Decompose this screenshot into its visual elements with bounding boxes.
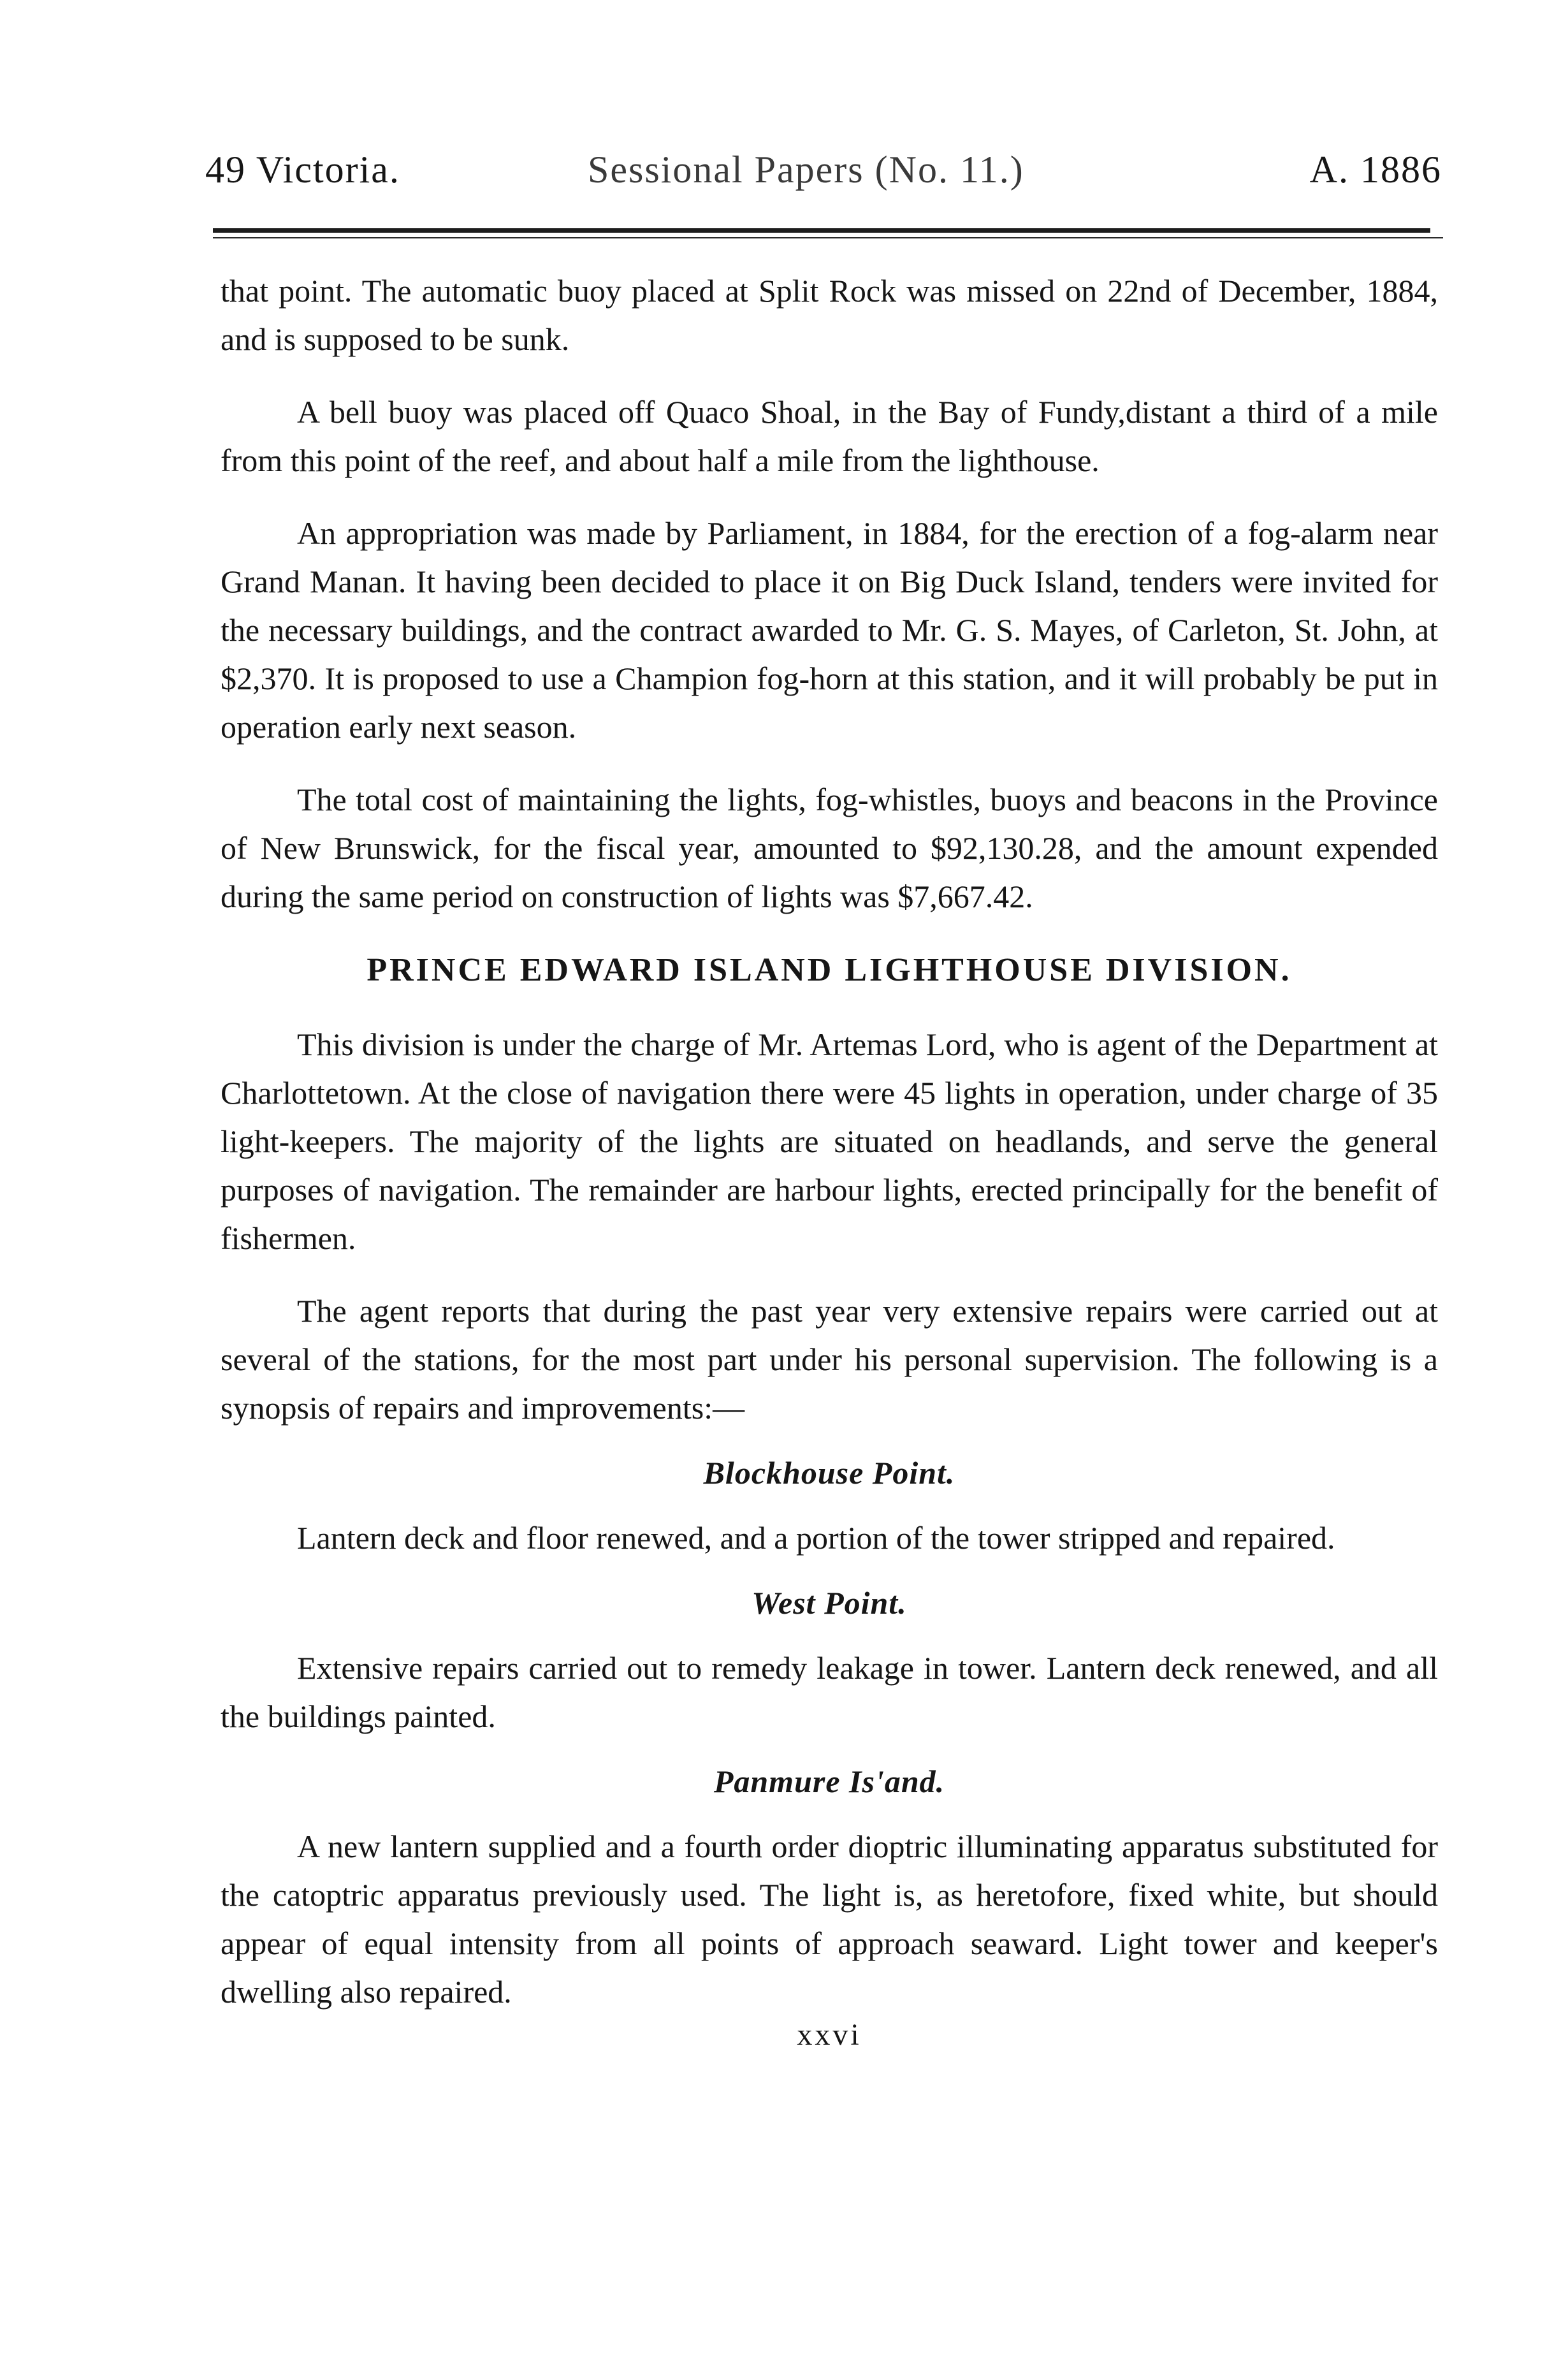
paragraph-continuation: that point. The automatic buoy placed at Split Rock was missed on 22nd of December, 1884, and is supposed to be sunk. xyxy=(221,273,1438,357)
running-header xyxy=(205,148,1442,205)
subheading-west-point: West Point. xyxy=(751,1585,907,1621)
header-rule-thick xyxy=(213,228,1430,233)
paragraph-west-point-repairs: Extensive repairs carried out to remedy leakage in tower. Lantern deck renewed, and all the buildings painted. xyxy=(221,1650,1438,1734)
paragraph-bell-buoy: A bell buoy was placed off Quaco Shoal, in the Bay of Fundy,distant a third of a mile from this point of the reef, and about half a mile from the lighthouse. xyxy=(221,394,1438,478)
paragraph-division-charge: This division is under the charge of Mr. Artemas Lord, who is agent of the Department at Charlottetown. At the close of navigation there were 45 lights in operation, under charge of 35 light-keepers. The majority of the lights are situated on headlands, and serve the general purposes of navigation. The remainder are harbour lights, erected principally for the benefit of fishermen. xyxy=(221,1026,1438,1256)
header-title: Sessional Papers (No. 11.) xyxy=(588,149,1024,191)
section-heading: PRINCE EDWARD ISLAND LIGHTHOUSE DIVISION. xyxy=(367,952,1292,988)
paragraph-panmure-lantern: A new lantern supplied and a fourth order dioptric illuminating apparatus substituted for the catoptric apparatus previously used. The light is, as heretofore, fixed white, but should appear of equal intensity from all points of approach seaward. Light tower and keeper's dwelling also repaired. xyxy=(221,1829,1438,2010)
header-rule-thin xyxy=(213,237,1443,238)
paragraph-fog-alarm: An appropriation was made by Parliament, in 1884, for the erection of a fog-alarm near Grand Manan. It having been decided to place it on Big Duck Island, tenders were invited for the necessary buildings, and the contract awarded to Mr. G. S. Mayes, of Carleton, St. John, at $2,370. It is proposed to use a Champion fog-horn at this station, and it will probably be put in operation early next season. xyxy=(221,515,1438,745)
subheading-blockhouse-point: Blockhouse Point. xyxy=(703,1455,955,1491)
paragraph-total-cost: The total cost of maintaining the lights, fog-whistles, buoys and beacons in the Province of New Brunswick, for the fiscal year, amounted to $92,130.28, and the amount expended during the same period on construction of lights was $7,667.42. xyxy=(221,782,1438,914)
paragraph-blockhouse-repairs: Lantern deck and floor renewed, and a portion of the tower stripped and repaired. xyxy=(297,1520,1335,1556)
header-volume: 49 Victoria. xyxy=(205,149,400,191)
page-folio: xxvi xyxy=(797,2018,862,2052)
page-body xyxy=(221,267,1438,2054)
subheading-panmure-island: Panmure Is'and. xyxy=(713,1764,945,1799)
paragraph-agent-reports: The agent reports that during the past year very extensive repairs were carried out at several of the stations, for the most part under his personal supervision. The following is a synopsis of repairs and improvements:— xyxy=(221,1293,1438,1426)
header-year: A. 1886 xyxy=(1309,149,1442,191)
